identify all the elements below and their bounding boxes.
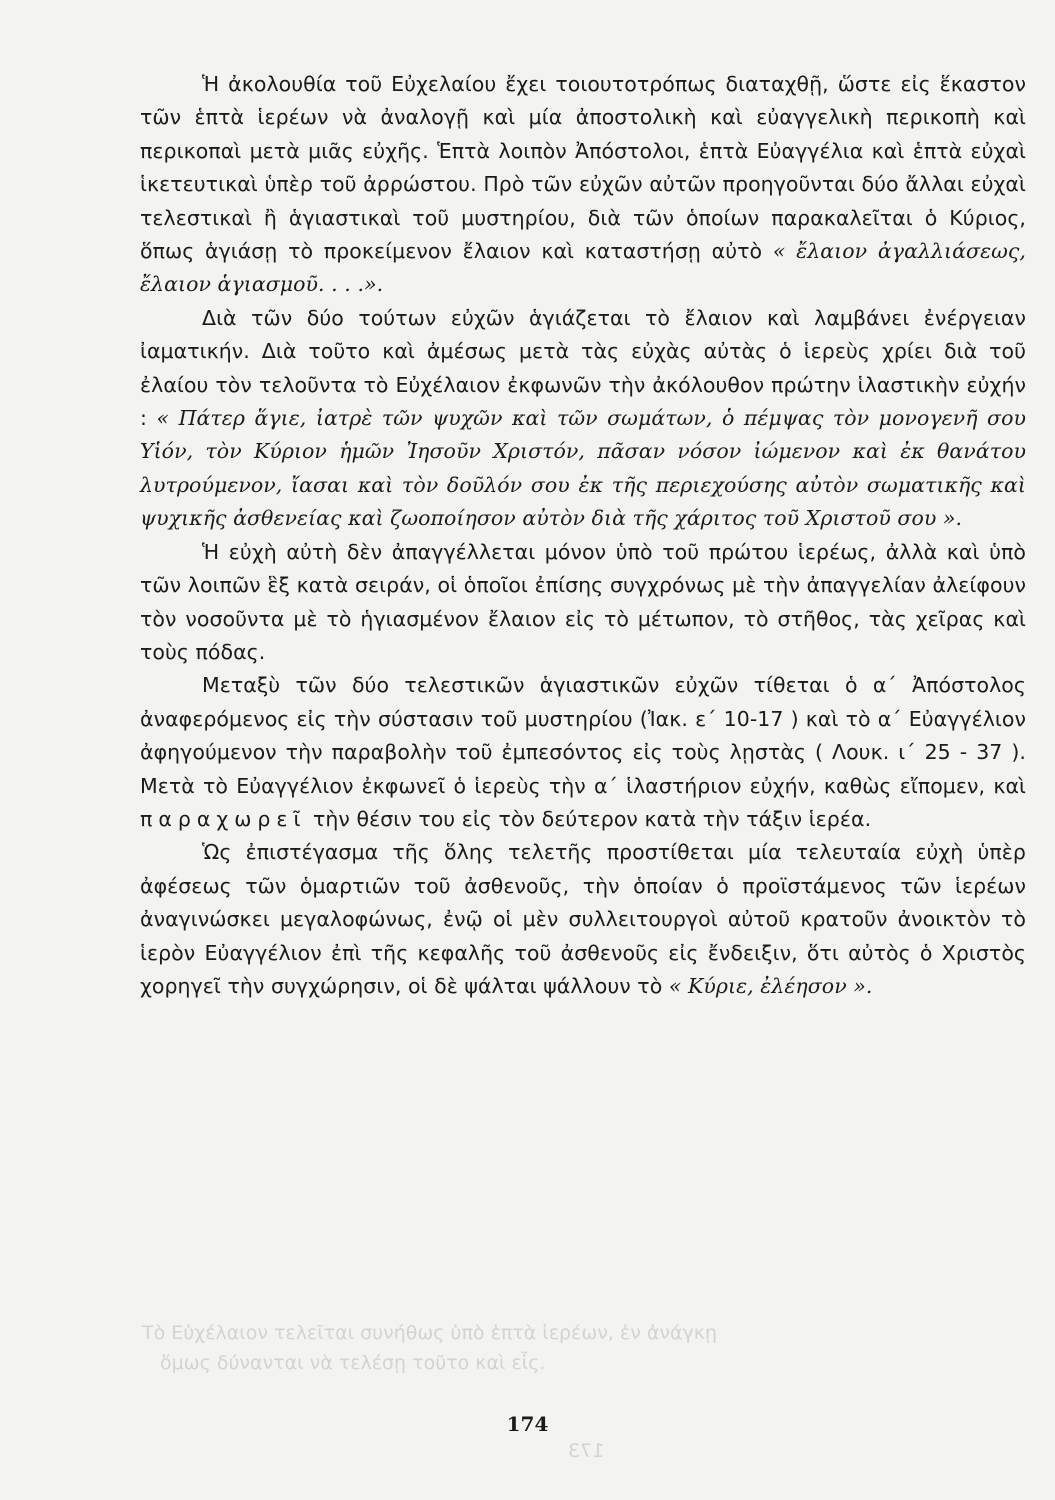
paragraph-1-quote: « ἔλαιον ἀγαλλιάσεως, ἔλαιον ἁγιασμοῦ. . . .».: [140, 239, 1026, 297]
paragraph-3: [140, 536, 1026, 670]
paragraph-2-text: Διὰ τῶν δύο τούτων εὐχῶν ἁγιάζεται τὸ ἔλαιον καὶ λαμβάνει ἐνέργειαν ἰαματικήν. Διὰ τοῦτο καὶ ἀμέσως μετὰ τὰς εὐχὰς αὐτὰς ὁ ἱερεὺς χρίει διὰ τοῦ ἐλαίου τὸν τελοῦντα τὸ Εὐχέλαιον ἐκφωνῶν τὴν ἀκόλουθον πρώτην ἱλαστικὴν εὐχήν :: [140, 305, 1026, 431]
paragraph-1-text: Ἡ ἀκολουθία τοῦ Εὐχελαίου ἔχει τοιουτοτρόπως διαταχθῇ, ὥστε εἰς ἕκαστον τῶν ἑπτὰ ἱερέων νὰ ἀναλογῇ καὶ μία ἀποστολικὴ καὶ εὐαγγελικὴ περικοπὴ καὶ περικοπαὶ μετὰ μιᾶς εὐχῆς. Ἑπτὰ λοιπὸν Ἀπόστολοι, ἑπτὰ Εὐαγγέλια καὶ ἑπτὰ εὐχαὶ ἱκετευτικαὶ ὑπὲρ τοῦ ἀρρώστου. Πρὸ τῶν εὐχῶν αὐτῶν προηγοῦνται δύο ἄλλαι εὐχαὶ τελεστικαὶ ἢ ἁγιαστικαὶ τοῦ μυστηρίου, διὰ τῶν ὁποίων παρακαλεῖται ὁ Κύριος, ὅπως ἁγιάσῃ τὸ προκείμενον ἔλαιον καὶ καταστήσῃ αὐτὸ: [140, 72, 1026, 264]
paragraph-2: [140, 302, 1026, 536]
body-text: [140, 68, 1026, 1003]
paragraph-5: [140, 836, 1026, 1003]
paragraph-5-quote: « Κύριε, ἐλέησον ».: [668, 973, 873, 998]
show-through-page-number: 173: [568, 1440, 605, 1462]
page-number: 174: [506, 1412, 549, 1436]
paragraph-4-text-after: τὴν θέσιν του εἰς τὸν δεύτερον κατὰ τὴν τάξιν ἱερέα.: [313, 806, 872, 831]
paragraph-1: [140, 68, 1026, 302]
paragraph-5-text: Ὡς ἐπιστέγασμα τῆς ὅλης τελετῆς προστίθεται μία τελευταία εὐχὴ ὑπὲρ ἀφέσεως τῶν ὁμαρτιῶν τοῦ ἀσθενοῦς, τὴν ὁποίαν ὁ προϊστάμενος τῶν ἱερέων ἀναγινώσκει μεγαλοφώνως, ἐνῷ οἱ μὲν συλλειτουργοὶ αὐτοῦ κρατοῦν ἀνοικτὸν τὸ ἱερὸν Εὐαγγέλιον ἐπὶ τῆς κεφαλῆς τοῦ ἀσθενοῦς εἰς ἔνδειξιν, ὅτι αὐτὸς ὁ Χριστὸς χορηγεῖ τὴν συγχώρησιν, οἱ δὲ ψάλται ψάλλουν τὸ: [140, 840, 1026, 998]
paragraph-2-quote: « Πάτερ ἅγιε, ἰατρὲ τῶν ψυχῶν καὶ τῶν σωμάτων, ὁ πέμψας τὸν μονογενῆ σου Υἱόν, τὸν Κύριον ἡμῶν Ἰησοῦν Χριστόν, πᾶσαν νόσον ἰώμενον καὶ ἐκ θανάτου λυτρούμενον, ἴασαι καὶ τὸν δοῦλόν σου ἐκ τῆς περιεχούσης αὐτὸν σωματικῆς καὶ ψυχικῆς ἀσθενείας καὶ ζωοποίησον αὐτὸν διὰ τῆς χάριτος τοῦ Χριστοῦ σου ».: [140, 406, 1026, 531]
show-through-line-2: ὅμως δύνανται νὰ τελέσῃ τοῦτο καὶ εἷς.: [160, 1352, 546, 1374]
paragraph-3-text: Ἡ εὐχὴ αὐτὴ δὲν ἀπαγγέλλεται μόνον ὑπὸ τοῦ πρώτου ἱερέως, ἀλλὰ καὶ ὑπὸ τῶν λοιπῶν ἓξ κατὰ σειράν, οἱ ὁποῖοι ἐπίσης συγχρόνως μὲ τὴν ἀπαγγελίαν ἀλείφουν τὸν νοσοῦντα μὲ τὸ ἡγιασμένον ἔλαιον εἰς τὸ μέτωπον, τὸ στῆθος, τὰς χεῖρας καὶ τοὺς πόδας.: [140, 539, 1026, 664]
paragraph-4: [140, 669, 1026, 836]
paragraph-4-text-before: Μεταξὺ τῶν δύο τελεστικῶν ἁγιαστικῶν εὐχῶν τίθεται ὁ α΄ Ἀπόστολος ἀναφερόμενος εἰς τὴν σύστασιν τοῦ μυστηρίου (Ἰακ. ε΄ 10-17 ) καὶ τὸ α΄ Εὐαγγέλιον ἀφηγούμενον τὴν παραβολὴν τοῦ ἐμπεσόντος εἰς τοὺς λῃστὰς ( Λουκ. ι΄ 25 - 37 ). Μετὰ τὸ Εὐαγγέλιον ἐκφωνεῖ ὁ ἱερεὺς τὴν α΄ ἱλαστήριον εὐχήν, καθὼς εἴπομεν, καὶ: [140, 673, 1026, 798]
show-through-line-1: Τὸ Εὐχέλαιον τελεῖται συνήθως ὑπὸ ἑπτὰ ἱερέων, ἐν ἀνάγκῃ: [142, 1322, 718, 1344]
paragraph-4-spaced-word: παραχωρεῖ: [140, 806, 307, 831]
